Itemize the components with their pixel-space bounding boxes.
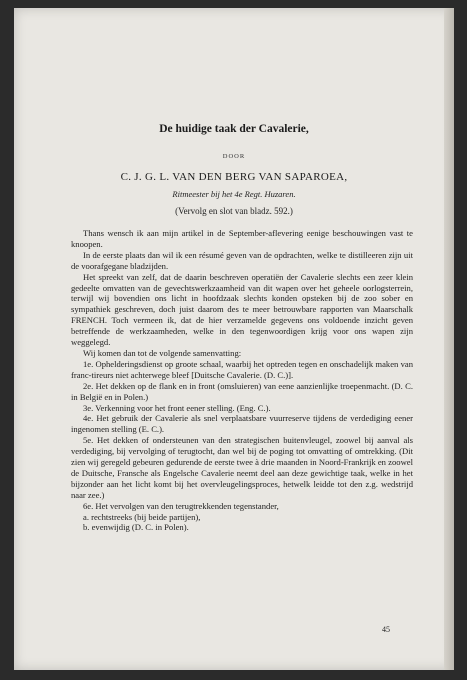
article-body: [71, 228, 413, 533]
continuation-note: (Vervolg en slot van bladz. 592.): [175, 206, 293, 216]
list-item: 5e. Het dekken of ondersteunen van den strategischen buitenvleugel, zoowel bij aanval als verdediging, bij vervolging of terugtocht, dan wel bij de poging tot omvatting of omtrekking. (Dit zien wij geregeld gebeuren gedurende de eerste twee à drie maanden in Noord-Frankrijk en zoowel de Duitsche, Fransche als Engelsche Cavalerie neemt deel aan deze gewichtige taak, welke in het bijzonder aan het licht komt bij het overvleugelingsproces, hetwelk leidde tot den z.g. wedstrijd naar zee.): [71, 435, 413, 500]
list-item: 4e. Het gebruik der Cavalerie als snel verplaatsbare vuurreserve tijdens de verdediging eener ingenomen stelling (E. C.).: [71, 413, 413, 435]
list-item: 6e. Het vervolgen van den terugtrekkenden tegenstander,: [83, 500, 279, 511]
list-item: 2e. Het dekken op de flank en in front (omsluieren) van eene aanzienlijke troepenmacht. (D. C. in België en in Polen.): [71, 380, 413, 402]
author-rank: Ritmeester bij het 4e Regt. Huzaren.: [172, 189, 296, 199]
article-title: De huidige taak der Cavalerie,: [159, 123, 309, 135]
list-item: 1e. Ophelderingsdienst op groote schaal, waarbij het optreden tegen en onschadelijk maken van franc-tireurs niet achterwege bleef [Duitsche Cavalerie. (D. C.)].: [71, 358, 413, 380]
paragraph: In de eerste plaats dan wil ik een résumé geven van de opdrachten, welke te distilleeren zijn uit de voorafgegane bladzijden.: [71, 249, 413, 271]
article-author: C. J. G. L. VAN DEN BERG VAN SAPAROEA,: [120, 171, 348, 183]
paragraph: Wij komen dan tot de volgende samenvatting:: [83, 347, 242, 358]
paragraph: Thans wensch ik aan mijn artikel in de September-aflevering eenige beschouwingen vast te knoopen.: [71, 228, 413, 249]
list-item: 3e. Verkenning voor het front eener stelling. (Eng. C.).: [83, 402, 271, 413]
list-subitem: a. rechtstreeks (bij beide partijen),: [83, 511, 201, 522]
book-page: [14, 8, 454, 670]
list-subitem: b. evenwijdig (D. C. in Polen).: [83, 522, 189, 533]
page-edge: [444, 8, 454, 670]
page-number: 45: [382, 625, 390, 634]
paragraph: Het spreekt van zelf, dat de daarin beschreven operatiën der Cavalerie slechts een zeer klein gedeelte omvatten van de gevechtswerkzaamheid van dit wapen over het geheele oorlogsterrein, terwijl wij bovendien ons licht in hoofdzaak slechts konden opsteken bij de zoo sober en sympathiek geschreven, doch juist daarom des te meer betrouwbare rapporten van Maarschalk FRENCH. Toch vermeen ik, dat de hier verzamelde gegevens ons voldoende inzicht geven betreffende de werkzaamheden, welke in den tegenwoordigen krijg voor ons wapen zijn weggelegd.: [71, 271, 413, 348]
byline-prefix: DOOR: [222, 153, 246, 160]
